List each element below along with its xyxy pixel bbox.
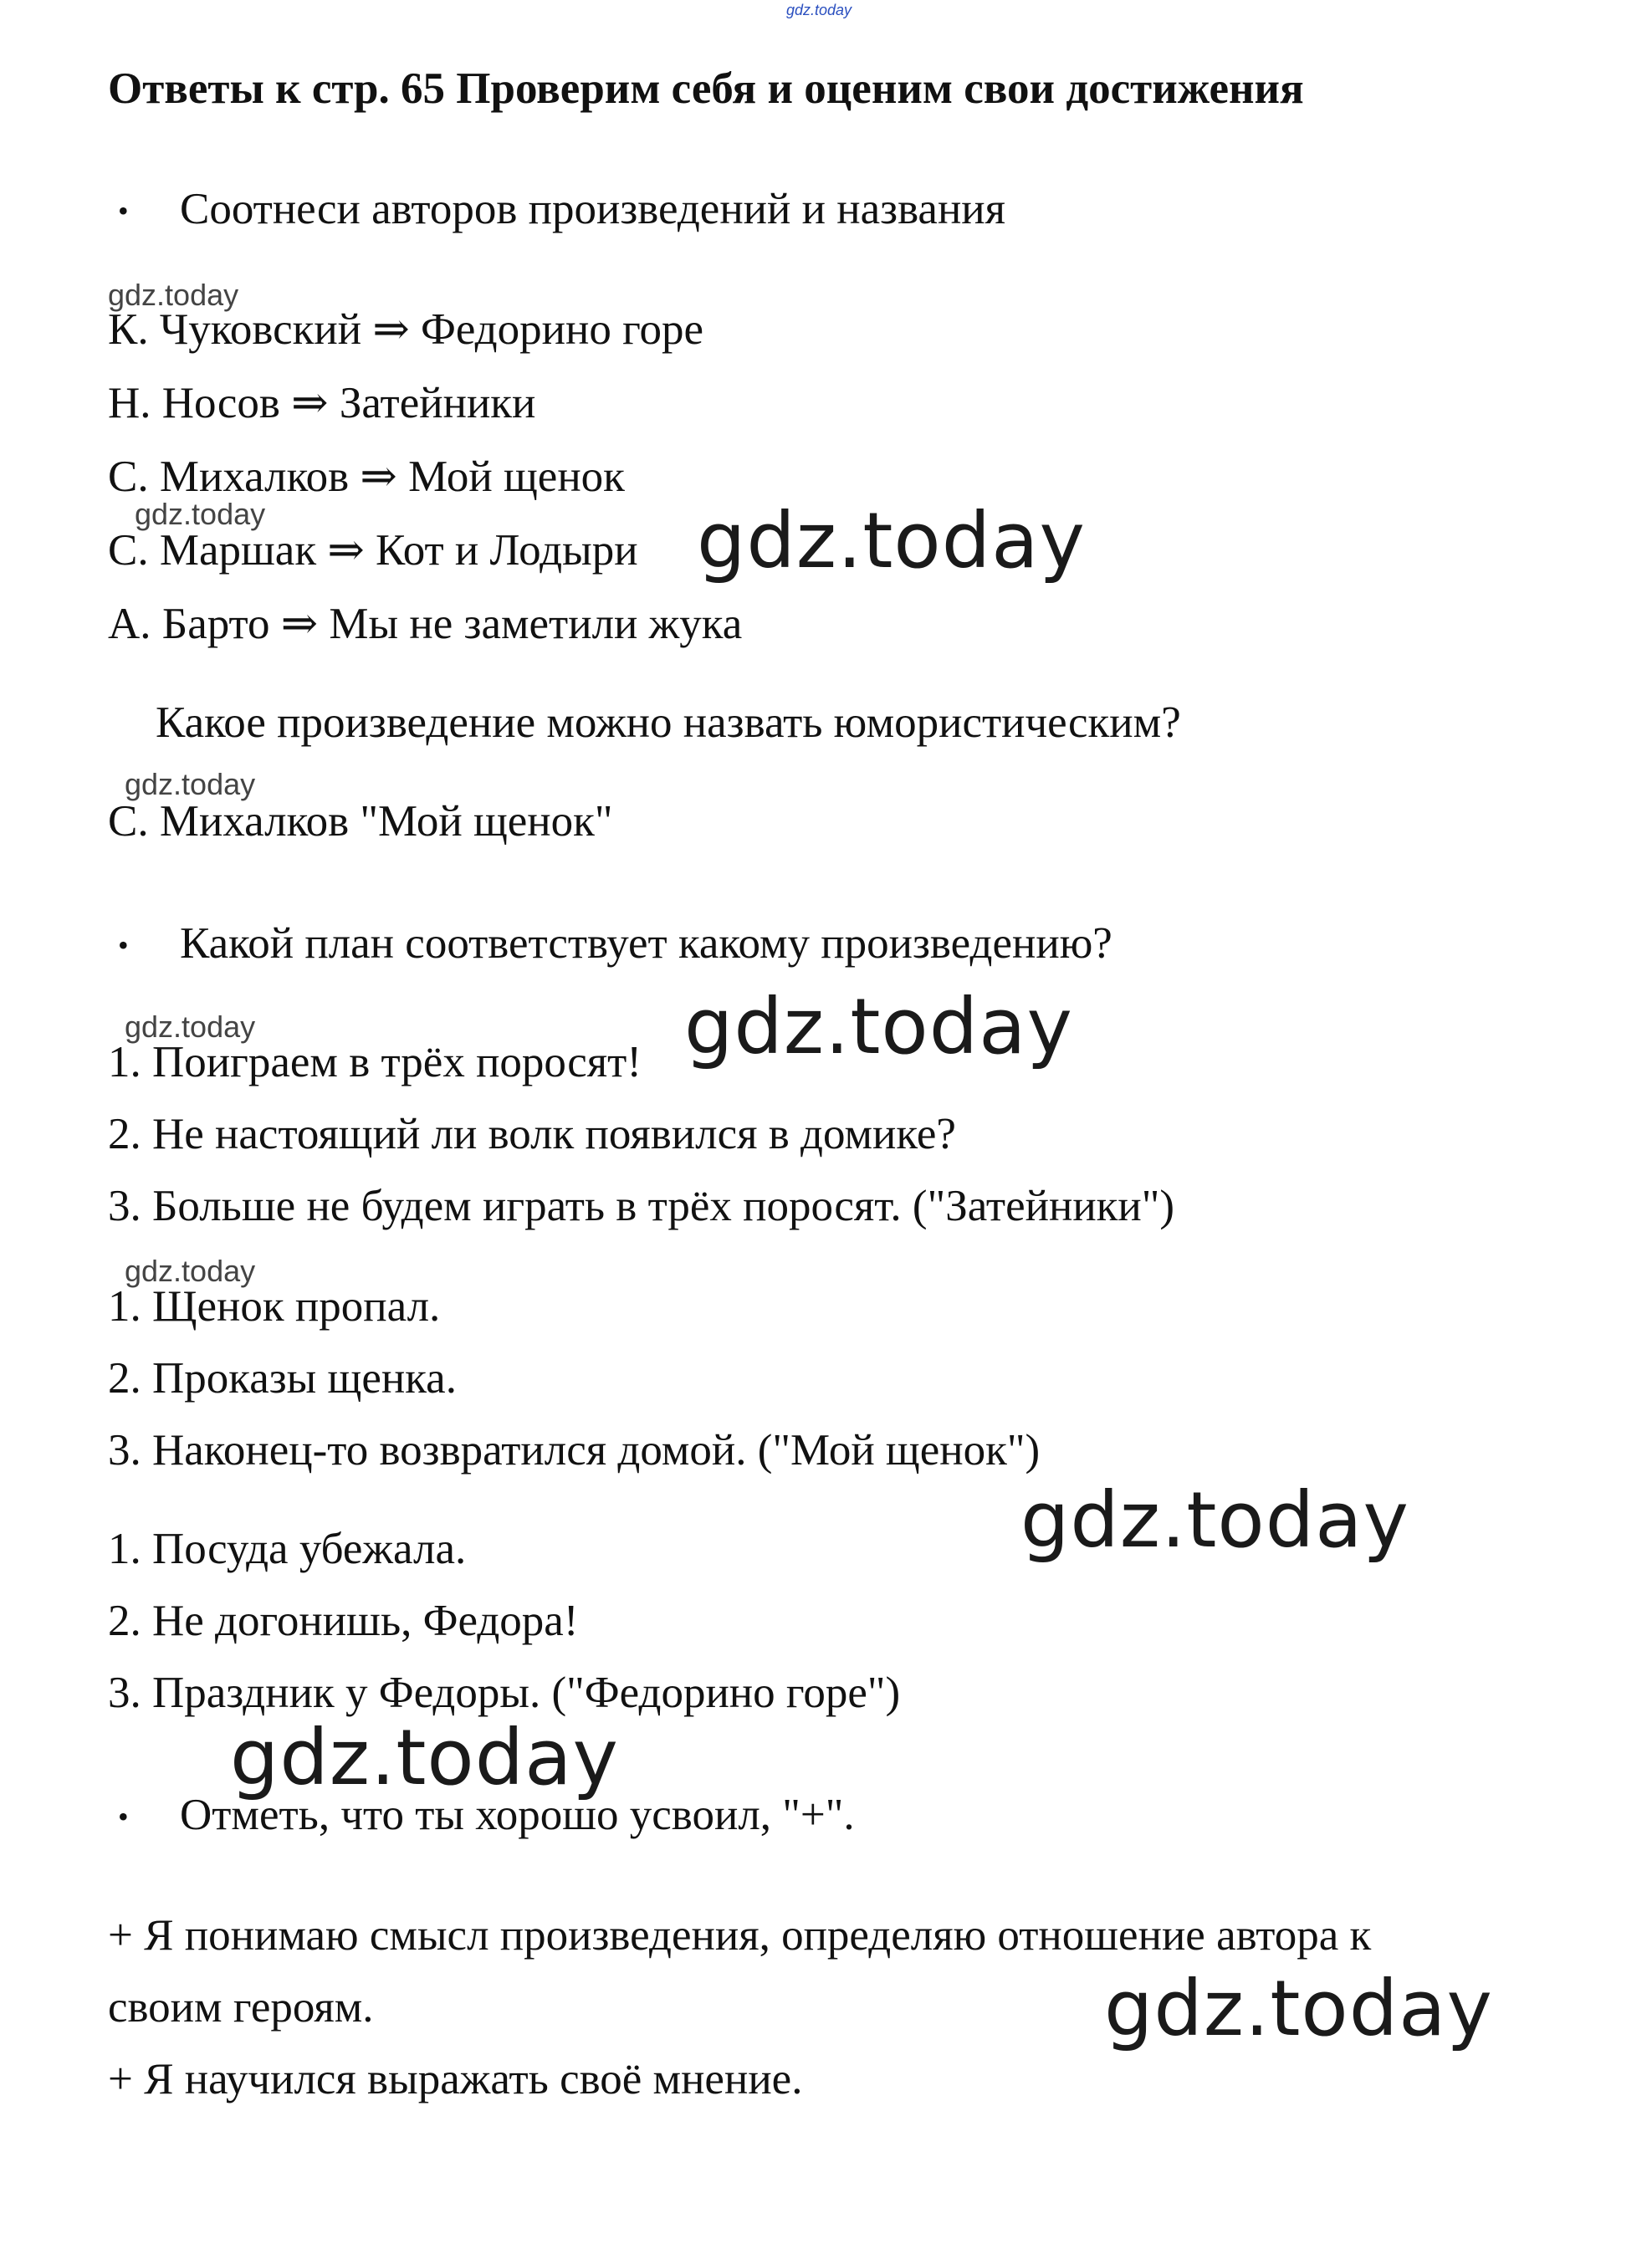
watermark-small: gdz.today: [108, 278, 239, 312]
plan2-line-1: 1. Щенок пропал.: [108, 1282, 441, 1331]
match-line-1: К. Чуковский ⇒ Федорино горе: [108, 305, 704, 354]
plan3-line-3: 3. Праздник у Федоры. ("Федорино горе"): [108, 1669, 901, 1717]
watermark-large: gdz.today: [1104, 1964, 1493, 2053]
task1-heading: Соотнеси авторов произведений и названия: [180, 185, 1006, 233]
watermark-small: gdz.today: [125, 1254, 256, 1288]
plan3-line-1: 1. Посуда убежала.: [108, 1525, 467, 1573]
plan2-line-2: 2. Проказы щенка.: [108, 1354, 457, 1403]
plan1-line-2: 2. Не настоящий ли волк появился в домике?: [108, 1110, 956, 1158]
watermark-small: gdz.today: [125, 767, 256, 801]
bullet-task3: •: [118, 928, 129, 962]
match-line-3: С. Михалков ⇒ Мой щенок: [108, 452, 625, 501]
bullet-task4: •: [118, 1800, 129, 1833]
task3-heading: Какой план соответствует какому произведению?: [180, 919, 1112, 968]
match-line-2: Н. Носов ⇒ Затейники: [108, 379, 536, 427]
plan1-line-1: 1. Поиграем в трёх поросят!: [108, 1038, 642, 1086]
watermark-small: gdz.today: [125, 1009, 256, 1044]
watermark-top: gdz.today: [786, 2, 852, 18]
match-line-5: А. Барто ⇒ Мы не заметили жука: [108, 600, 743, 648]
plan3-line-2: 2. Не догонишь, Федора!: [108, 1597, 579, 1645]
plan1-line-3: 3. Больше не будем играть в трёх поросят. ("Затейники"): [108, 1182, 1175, 1230]
skill-line-3: + Я научился выражать своё мнение.: [108, 2055, 803, 2103]
skill-line-1: + Я понимаю смысл произведения, определяю отношение автора к: [108, 1911, 1372, 1960]
watermark-large: gdz.today: [230, 1713, 619, 1802]
task2-answer: С. Михалков "Мой щенок": [108, 797, 613, 846]
task4-heading: Отметь, что ты хорошо усвоил, "+".: [180, 1791, 855, 1839]
task2-heading: Какое произведение можно назвать юмористическим?: [156, 698, 1181, 747]
watermark-large: gdz.today: [697, 496, 1086, 585]
plan2-line-3: 3. Наконец-то возвратился домой. ("Мой щенок"): [108, 1426, 1041, 1475]
watermark-large: gdz.today: [684, 982, 1073, 1071]
watermark-large: gdz.today: [1020, 1475, 1409, 1565]
page-title: Ответы к стр. 65 Проверим себя и оценим свои достижения: [108, 64, 1304, 113]
bullet-task1: •: [118, 194, 129, 227]
match-line-4: С. Маршак ⇒ Кот и Лодыри: [108, 526, 638, 575]
skill-line-2: своим героям.: [108, 1983, 374, 2032]
watermark-small: gdz.today: [135, 497, 266, 531]
